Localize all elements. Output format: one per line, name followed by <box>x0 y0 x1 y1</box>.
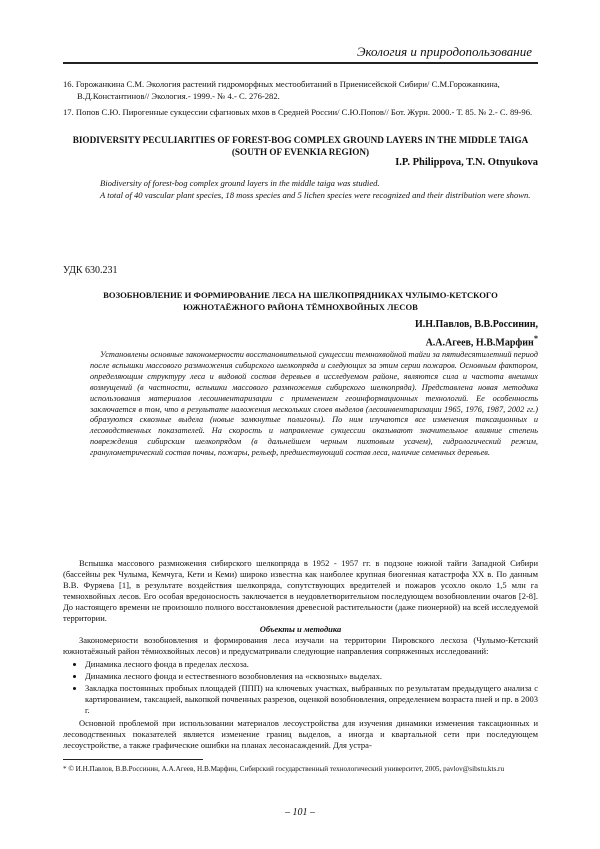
header-title: Экология и природопользование <box>356 44 532 59</box>
intro-paragraph: Вспышка массового размножения сибирского шелкопряда в 1952 - 1957 гг. в подзоне южной тайги Западной Сибири (бассейны рек Чулыма, Кемчуга, Кети и Кеми) широко известна как наиболее крупная биогенная катастрофа XX в. По данным В.В. Фуряева [1], в результате воздействия шелкопряда, сопутствующих вредителей и пожаров усохло около 1,5 млн га темнохвойных лесов. Его особая вредоносность заключается в неудовлетворительном последующем возобновлении очагов [2-8]. До настоящего времени не произошло полного восстановления древесной растительности (даже пионерной) на всей исследуемой территории. <box>63 558 538 623</box>
article-body <box>63 558 538 751</box>
footnote-marker: * <box>533 334 538 343</box>
footnote-divider <box>63 759 203 760</box>
running-header <box>63 40 538 64</box>
list-item: • Динамика лесного фонда в пределах лесхоза. <box>85 659 538 670</box>
english-authors: I.P. Philippova, T.N. Otnyukova <box>395 157 538 168</box>
english-abstract-line: A total of 40 vascular plant species, 18 moss species and 5 lichen species were recognized and their distribution were shown. <box>100 189 531 200</box>
russian-abstract: Установлены основные закономерности восстановительной сукцессии темнохвойной тайги за пятидесятилетний период после вспышки массового размножения сибирского шелкопряда и следующих за этим серии пожаров. Основным фактором, определяющим структуру леса и видовой состав деревьев в исследуемом районе, являются сила и частота внешних возмущений (в частности, вспышки массового размножения сибирского шелкопряда). Представлена новая методика использования материалов лесоинвентаризации с применением геоинформационных технологий. Ее особенность заключается в том, что в результате наложения нескольких слоев выделов (лесоинвентаризации 1965, 1976, 1987, 2002 гг.) образуются сквозные выдела (новые замкнутые полигоны). По ним изучаются все изменения таксационных и лесоводственных показателей. На скорость и направление сукцессии оказывают значительное влияние степень повреждения сибирским шелкопрядом (в дальнейшем черным пихтовым усачем), гидрологический режим, гранулометрический состав почвы, пожары, рельеф, предшествующий состав леса, наличие семенных деревьев. <box>90 350 538 458</box>
english-abstract <box>90 178 538 201</box>
list-item: • Закладка постоянных пробных площадей (ППП) на ключевых участках, выбранных по результатам предыдущего анализа с картированием, таксацией, выкопкой почвенных разрезов, оценкой возобновления, определением возраста пней и пр. в 2003 г. <box>85 683 538 716</box>
russian-article-title: ВОЗОБНОВЛЕНИЕ И ФОРМИРОВАНИЕ ЛЕСА НА ШЕЛКОПРЯДНИКАХ ЧУЛЫМО-КЕТСКОГО ЮЖНОТАЁЖНОГО РАЙОНА ТЁМНОХВОЙНЫХ ЛЕСОВ <box>103 290 498 312</box>
research-directions-list <box>63 659 538 716</box>
english-abstract-line: Biodiversity of forest-bog complex ground layers in the middle taiga was studied. <box>100 178 380 188</box>
authors-line: И.Н.Павлов, В.В.Россинин, <box>415 319 538 330</box>
reference-item: 17. Попов С.Ю. Пирогенные сукцессии сфагновых мхов в Средней России/ С.Ю.Попов// Бот. Журн. 2000.- Т. 85. № 2.- С. 89-96. <box>63 107 533 117</box>
authors-line <box>415 332 538 350</box>
footnote: * © И.Н.Павлов, В.В.Россинин, А.А.Агеев, Н.В.Марфин, Сибирский государственный технологический университет, 2005, pavlov@sibstu.kts.ru <box>63 765 505 773</box>
authors-names: А.А.Агеев, Н.В.Марфин <box>425 337 534 349</box>
english-article-title: BIODIVERSITY PECULIARITIES OF FOREST-BOG COMPLEX GROUND LAYERS IN THE MIDDLE TAIGA (SOUTH OF EVENKIA REGION) <box>72 135 529 157</box>
section-heading: Объекты и методика <box>259 624 342 634</box>
reference-list <box>63 78 538 122</box>
page-number: – 101 – <box>285 807 315 818</box>
russian-authors <box>415 318 538 350</box>
problem-paragraph: Основной проблемой при использовании материалов лесоустройства для изучения динамики изменения таксационных и лесоводственных показателей является изменение границ выделов, а иногда и квартальной сети при последующем лесоустройстве, а также графические ошибки на планах лесонасаждений. Для устра- <box>63 718 538 750</box>
methods-paragraph: Закономерности возобновления и формирования леса изучали на территории Пировского лесхоза (Чулымо-Кетский южнотаёжный район тёмнохвойных лесов) и предусматривали следующие направления сопряженных исследований: <box>63 635 538 656</box>
udc-code: УДК 630.231 <box>63 265 118 276</box>
reference-item: 16. Горожанкина С.М. Экология растений гидроморфных местообитаний в Приенисейской Сибири/ С.М.Горожанкина, В.Д.Константинов// Экология.- 1999.- № 4.- С. 276-282. <box>63 79 500 101</box>
list-item: • Динамика лесного фонда и естественного возобновления на «сквозных» выделах. <box>85 671 538 682</box>
